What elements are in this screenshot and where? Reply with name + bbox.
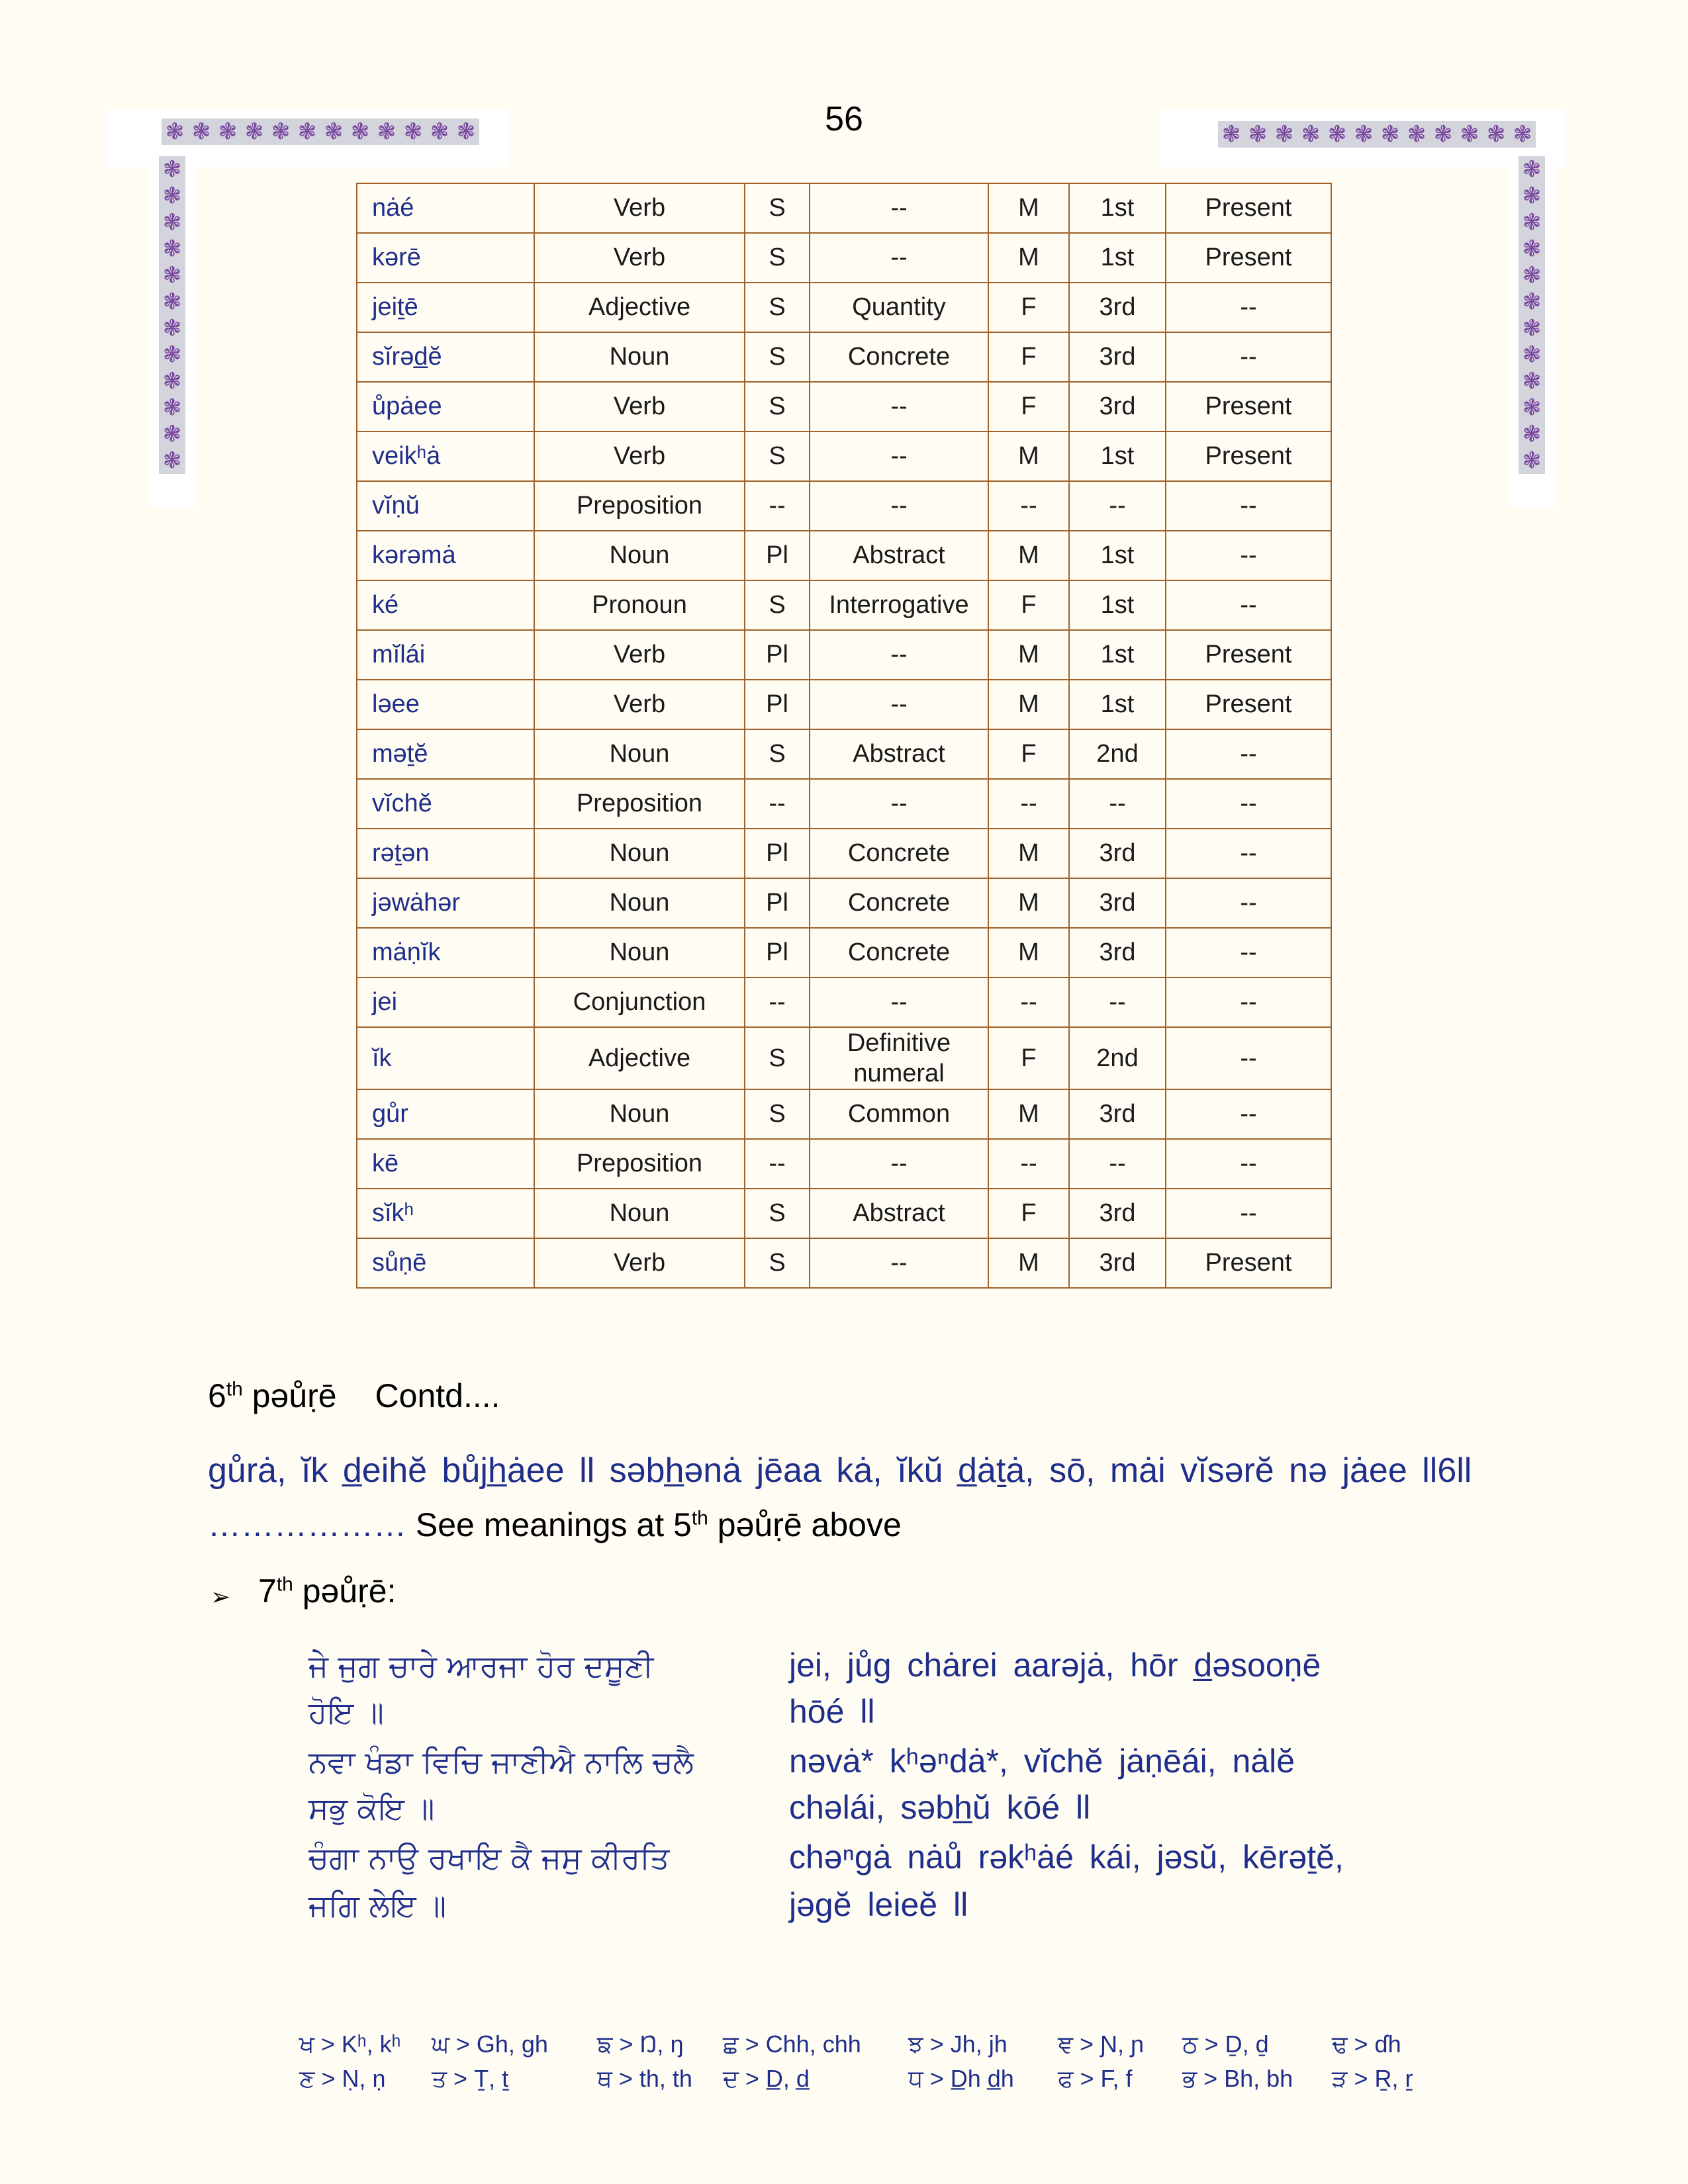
gurmukhi-line: ਚੰਗਾ ਨਾਉ ਰਖਾਇ ਕੈ ਜਸੁ ਕੀਰਤਿ: [308, 1840, 670, 1876]
cell-pos: Adjective: [534, 1027, 745, 1089]
flower-ornament-icon: ❃: [162, 448, 182, 473]
flower-ornament-strip-left: [159, 156, 185, 474]
cell-type: Abstract: [810, 1189, 988, 1238]
key-gurmukhi-letter: ੜ: [1332, 2066, 1348, 2093]
flower-ornament-icon: ❃: [1327, 122, 1347, 147]
flower-ornament-icon: ❃: [1513, 122, 1532, 147]
cell-person: 1st: [1069, 531, 1166, 580]
cell-gender: F: [988, 729, 1069, 779]
cell-word: ůpȧee: [357, 382, 534, 432]
flower-ornament-icon: ❃: [1522, 422, 1542, 447]
cell-word: jəwȧhər: [357, 878, 534, 928]
cell-word: mĭlái: [357, 630, 534, 680]
key-gurmukhi-letter: ਣ: [299, 2066, 315, 2093]
gurmukhi-line: ਜਗਿ ਲੇਇ ॥: [308, 1888, 447, 1923]
arrow-bullet-icon: ➢: [211, 1583, 231, 1610]
cell-pos: Verb: [534, 680, 745, 729]
flower-ornament-icon: ❃: [271, 119, 291, 144]
flower-ornament-icon: ❃: [165, 119, 185, 144]
cell-pos: Noun: [534, 332, 745, 382]
key-gurmukhi-letter: ਖ: [299, 2031, 314, 2058]
table-row: [357, 829, 1331, 878]
gurmukhi-line: ਨਵਾ ਖੰਡਾ ਵਿਚਿ ਜਾਣੀਐ ਨਾਲਿ ਚਲੈ: [308, 1744, 694, 1780]
table-row: [357, 580, 1331, 630]
cell-word: kərē: [357, 233, 534, 283]
grammar-table: [356, 183, 1332, 1289]
cell-word: sĭkʰ: [357, 1189, 534, 1238]
cell-tense: --: [1166, 978, 1331, 1027]
cell-type: Definitive numeral: [810, 1027, 988, 1089]
cell-word: jei: [357, 978, 534, 1027]
table-row: [357, 432, 1331, 481]
key-entry: [1182, 2030, 1269, 2059]
cell-gender: M: [988, 829, 1069, 878]
flower-ornament-icon: ❃: [162, 157, 182, 182]
cell-type: Abstract: [810, 729, 988, 779]
cell-tense: Present: [1166, 630, 1331, 680]
key-roman-value: > Ṯ, ṯ: [447, 2065, 509, 2092]
flower-ornament-icon: ❃: [350, 119, 370, 144]
key-roman-value: > Kʰ, kʰ: [314, 2030, 401, 2058]
cell-pos: Verb: [534, 1238, 745, 1288]
cell-gender: F: [988, 332, 1069, 382]
key-entry: [1058, 2030, 1144, 2059]
cell-gender: F: [988, 283, 1069, 332]
table-row: [357, 1189, 1331, 1238]
key-roman-value: > Gh, gh: [449, 2030, 548, 2058]
cell-pos: Adjective: [534, 283, 745, 332]
cell-person: 3rd: [1069, 878, 1166, 928]
cell-num: Pl: [745, 878, 810, 928]
table-row: [357, 1139, 1331, 1189]
cell-tense: --: [1166, 729, 1331, 779]
cell-pos: Verb: [534, 432, 745, 481]
table-row: [357, 1238, 1331, 1288]
key-entry: [1332, 2030, 1401, 2059]
flower-ornament-icon: ❃: [1522, 210, 1542, 235]
cell-tense: Present: [1166, 680, 1331, 729]
cell-type: Quantity: [810, 283, 988, 332]
cell-pos: Noun: [534, 1089, 745, 1139]
flower-ornament-icon: ❃: [297, 119, 317, 144]
cell-word: nȧé: [357, 183, 534, 233]
table-row: [357, 531, 1331, 580]
cell-word: jeiṯē: [357, 283, 534, 332]
section-6-verse: gůrȧ, ĭk d̲eihĕ bůjh̲ȧee ll səbh̲ənȧ jēaa kȧ, ĭkŭ d̲ȧṯȧ, sō, mȧi vĭsərĕ nə jȧee ll6ll: [208, 1451, 1472, 1490]
cell-person: 3rd: [1069, 283, 1166, 332]
key-roman-value: > Bh, bh: [1197, 2065, 1293, 2092]
cell-gender: M: [988, 233, 1069, 283]
table-row: [357, 680, 1331, 729]
key-roman-value: > Chh, chh: [738, 2030, 861, 2058]
key-gurmukhi-letter: ਭ: [1182, 2066, 1197, 2093]
table-row: [357, 382, 1331, 432]
flower-ornament-icon: ❃: [324, 119, 344, 144]
flower-ornament-strip-top-right: [1218, 121, 1536, 148]
cell-gender: M: [988, 183, 1069, 233]
cell-person: 2nd: [1069, 729, 1166, 779]
cell-pos: Noun: [534, 1189, 745, 1238]
key-roman-value: > F, f: [1073, 2065, 1133, 2092]
cell-person: --: [1069, 978, 1166, 1027]
key-roman-value: > Ḏ, ḏ: [1197, 2030, 1269, 2058]
cell-gender: M: [988, 630, 1069, 680]
flower-ornament-icon: ❃: [456, 119, 476, 144]
table-row: [357, 1027, 1331, 1089]
cell-tense: --: [1166, 1027, 1331, 1089]
cell-type: --: [810, 1139, 988, 1189]
cell-gender: M: [988, 878, 1069, 928]
cell-num: Pl: [745, 680, 810, 729]
flower-ornament-icon: ❃: [1407, 122, 1427, 147]
cell-type: --: [810, 978, 988, 1027]
flower-ornament-strip-right: [1519, 156, 1545, 474]
cell-gender: M: [988, 1238, 1069, 1288]
cell-num: --: [745, 1139, 810, 1189]
flower-ornament-icon: ❃: [162, 236, 182, 261]
cell-num: S: [745, 1027, 810, 1089]
flower-ornament-icon: ❃: [162, 342, 182, 367]
flower-ornament-icon: ❃: [162, 210, 182, 235]
cell-num: Pl: [745, 829, 810, 878]
cell-person: 3rd: [1069, 332, 1166, 382]
transliteration-line: jei, jůg chȧrei aarəjȧ, hōr d̲əsooṇē: [789, 1647, 1321, 1684]
cell-word: məṯĕ: [357, 729, 534, 779]
cell-tense: --: [1166, 829, 1331, 878]
key-roman-value: > Ɲ, ɲ: [1073, 2030, 1145, 2058]
key-gurmukhi-letter: ਠ: [1182, 2031, 1198, 2058]
cell-person: 1st: [1069, 630, 1166, 680]
cell-word: mȧṇĭk: [357, 928, 534, 978]
cell-gender: F: [988, 1189, 1069, 1238]
flower-ornament-icon: ❃: [162, 369, 182, 394]
cell-num: S: [745, 382, 810, 432]
cell-tense: --: [1166, 1189, 1331, 1238]
cell-person: 3rd: [1069, 928, 1166, 978]
cell-tense: Present: [1166, 432, 1331, 481]
cell-pos: Verb: [534, 630, 745, 680]
cell-num: S: [745, 1089, 810, 1139]
cell-type: Concrete: [810, 332, 988, 382]
flower-ornament-strip-top-left: [162, 118, 479, 145]
key-entry: [723, 2065, 810, 2093]
table-row: [357, 630, 1331, 680]
cell-tense: --: [1166, 779, 1331, 829]
key-roman-value: > Ṟ, ṟ: [1347, 2065, 1413, 2092]
gurmukhi-line: ਸਭੁ ਕੋਇ ॥: [308, 1790, 435, 1826]
cell-type: --: [810, 233, 988, 283]
key-gurmukhi-letter: ਥ: [597, 2066, 612, 2093]
cell-pos: Verb: [534, 183, 745, 233]
flower-ornament-icon: ❃: [162, 263, 182, 288]
cell-num: Pl: [745, 630, 810, 680]
flower-ornament-icon: ❃: [162, 395, 182, 420]
cell-num: S: [745, 283, 810, 332]
flower-ornament-icon: ❃: [1522, 369, 1542, 394]
cell-pos: Conjunction: [534, 978, 745, 1027]
key-entry: [299, 2030, 400, 2059]
gurmukhi-line: ਹੋਇ ॥: [308, 1694, 384, 1730]
cell-person: 1st: [1069, 233, 1166, 283]
key-gurmukhi-letter: ਘ: [432, 2031, 449, 2058]
cell-person: --: [1069, 481, 1166, 531]
flower-ornament-icon: ❃: [1301, 122, 1321, 147]
cell-num: S: [745, 729, 810, 779]
cell-type: --: [810, 481, 988, 531]
cell-pos: Noun: [534, 928, 745, 978]
key-roman-value: > Ṇ, ṇ: [314, 2065, 386, 2092]
cell-pos: Noun: [534, 829, 745, 878]
key-gurmukhi-letter: ਝ: [908, 2031, 923, 2058]
cell-tense: Present: [1166, 233, 1331, 283]
cell-word: ké: [357, 580, 534, 630]
key-gurmukhi-letter: ਫ: [1058, 2066, 1074, 2093]
cell-num: Pl: [745, 531, 810, 580]
table-row: [357, 233, 1331, 283]
flower-ornament-icon: ❃: [1248, 122, 1268, 147]
cell-person: 1st: [1069, 432, 1166, 481]
cell-word: sůṇē: [357, 1238, 534, 1288]
cell-type: Interrogative: [810, 580, 988, 630]
cell-num: S: [745, 233, 810, 283]
cell-word: gůr: [357, 1089, 534, 1139]
cell-tense: --: [1166, 580, 1331, 630]
cell-num: S: [745, 1189, 810, 1238]
cell-type: --: [810, 630, 988, 680]
flower-ornament-icon: ❃: [1522, 236, 1542, 261]
flower-ornament-icon: ❃: [162, 422, 182, 447]
cell-person: 2nd: [1069, 1027, 1166, 1089]
cell-type: Concrete: [810, 878, 988, 928]
cell-tense: --: [1166, 481, 1331, 531]
flower-ornament-icon: ❃: [1522, 448, 1542, 473]
key-entry: [299, 2065, 386, 2093]
cell-pos: Pronoun: [534, 580, 745, 630]
transliteration-line: jəgĕ leieĕ ll: [789, 1886, 968, 1923]
cell-person: --: [1069, 779, 1166, 829]
cell-gender: F: [988, 580, 1069, 630]
cell-word: ĭk: [357, 1027, 534, 1089]
cell-word: sĭrəd̲ĕ: [357, 332, 534, 382]
cell-type: Common: [810, 1089, 988, 1139]
flower-ornament-icon: ❃: [162, 183, 182, 208]
cell-type: --: [810, 183, 988, 233]
cell-tense: Present: [1166, 183, 1331, 233]
flower-ornament-icon: ❃: [1522, 263, 1542, 288]
cell-word: veikʰȧ: [357, 432, 534, 481]
key-entry: [1182, 2065, 1293, 2093]
flower-ornament-icon: ❃: [218, 119, 238, 144]
flower-ornament-icon: ❃: [377, 119, 397, 144]
cell-tense: Present: [1166, 382, 1331, 432]
cell-num: S: [745, 1238, 810, 1288]
flower-ornament-icon: ❃: [1522, 342, 1542, 367]
flower-ornament-icon: ❃: [1221, 122, 1241, 147]
flower-ornament-icon: ❃: [430, 119, 449, 144]
key-roman-value: > Jh, jh: [923, 2030, 1008, 2058]
key-roman-value: > th, th: [612, 2065, 692, 2092]
key-gurmukhi-letter: ਧ: [908, 2066, 923, 2093]
key-gurmukhi-letter: ਦ: [723, 2066, 739, 2093]
cell-num: Pl: [745, 928, 810, 978]
cell-gender: F: [988, 1027, 1069, 1089]
cell-gender: --: [988, 1139, 1069, 1189]
key-roman-value: > ɗh: [1347, 2030, 1401, 2058]
cell-pos: Noun: [534, 531, 745, 580]
cell-word: vĭṇŭ: [357, 481, 534, 531]
cell-type: Abstract: [810, 531, 988, 580]
cell-person: 3rd: [1069, 1238, 1166, 1288]
cell-tense: --: [1166, 1089, 1331, 1139]
cell-person: --: [1069, 1139, 1166, 1189]
cell-tense: --: [1166, 1139, 1331, 1189]
table-row: [357, 779, 1331, 829]
flower-ornament-icon: ❃: [1522, 395, 1542, 420]
cell-pos: Noun: [534, 878, 745, 928]
cell-tense: --: [1166, 531, 1331, 580]
cell-pos: Verb: [534, 382, 745, 432]
cell-pos: Preposition: [534, 481, 745, 531]
flower-ornament-icon: ❃: [1522, 157, 1542, 182]
cell-num: --: [745, 779, 810, 829]
cell-person: 1st: [1069, 183, 1166, 233]
cell-gender: M: [988, 1089, 1069, 1139]
key-entry: [908, 2065, 1014, 2093]
cell-type: Concrete: [810, 829, 988, 878]
table-row: [357, 332, 1331, 382]
table-row: [357, 978, 1331, 1027]
table-row: [357, 878, 1331, 928]
cell-pos: Preposition: [534, 779, 745, 829]
transliteration-line: hōé ll: [789, 1693, 875, 1730]
gurmukhi-line: ਜੇ ਜੁਗ ਚਾਰੇ ਆਰਜਾ ਹੋਰ ਦਸੂਣੀ: [308, 1648, 654, 1684]
cell-person: 1st: [1069, 580, 1166, 630]
table-row: [357, 1089, 1331, 1139]
flower-ornament-icon: ❃: [403, 119, 423, 144]
cell-gender: M: [988, 531, 1069, 580]
cell-gender: --: [988, 978, 1069, 1027]
cell-num: S: [745, 580, 810, 630]
cell-person: 1st: [1069, 680, 1166, 729]
key-gurmukhi-letter: ਞ: [1058, 2031, 1074, 2058]
cell-type: --: [810, 432, 988, 481]
flower-ornament-icon: ❃: [1274, 122, 1294, 147]
cell-tense: --: [1166, 332, 1331, 382]
section-7-heading: 7th pəůṛē:: [258, 1572, 397, 1610]
table-row: [357, 481, 1331, 531]
cell-type: --: [810, 1238, 988, 1288]
cell-gender: F: [988, 382, 1069, 432]
key-gurmukhi-letter: ਤ: [432, 2066, 447, 2093]
key-roman-value: > D̲h d̲h: [923, 2065, 1014, 2092]
key-roman-value: > Ŋ, ŋ: [612, 2030, 684, 2058]
flower-ornament-icon: ❃: [1380, 122, 1400, 147]
table-row: [357, 283, 1331, 332]
cell-pos: Verb: [534, 233, 745, 283]
cell-word: ləee: [357, 680, 534, 729]
cell-type: --: [810, 680, 988, 729]
flower-ornament-icon: ❃: [1354, 122, 1374, 147]
cell-pos: Preposition: [534, 1139, 745, 1189]
section-6-heading: 6th pəůṛē Contd....: [208, 1377, 500, 1414]
flower-ornament-icon: ❃: [1486, 122, 1506, 147]
cell-num: --: [745, 978, 810, 1027]
transliteration-line: nəvȧ* kʰəⁿdȧ*, vĭchĕ jȧṇēái, nȧlĕ: [789, 1743, 1295, 1780]
key-roman-value: > D̲, d̲: [738, 2065, 810, 2092]
cell-word: kərəmȧ: [357, 531, 534, 580]
key-entry: [908, 2030, 1008, 2059]
cell-type: --: [810, 382, 988, 432]
page-number: 56: [825, 100, 863, 138]
table-row: [357, 183, 1331, 233]
cell-gender: M: [988, 680, 1069, 729]
cell-word: kē: [357, 1139, 534, 1189]
key-entry: [1332, 2065, 1413, 2093]
key-entry: [723, 2030, 861, 2059]
see-meanings-note: ……………… See meanings at 5th pəůṛē above: [208, 1506, 902, 1543]
cell-gender: --: [988, 779, 1069, 829]
cell-gender: --: [988, 481, 1069, 531]
flower-ornament-icon: ❃: [1522, 183, 1542, 208]
cell-num: --: [745, 481, 810, 531]
cell-person: 3rd: [1069, 829, 1166, 878]
key-entry: [597, 2030, 683, 2059]
key-entry: [432, 2065, 508, 2093]
cell-tense: --: [1166, 878, 1331, 928]
flower-ornament-icon: ❃: [1433, 122, 1453, 147]
flower-ornament-icon: ❃: [1460, 122, 1479, 147]
cell-word: vĭchĕ: [357, 779, 534, 829]
flower-ornament-icon: ❃: [162, 289, 182, 314]
cell-num: S: [745, 183, 810, 233]
cell-tense: --: [1166, 283, 1331, 332]
cell-tense: --: [1166, 928, 1331, 978]
key-gurmukhi-letter: ਙ: [597, 2031, 613, 2058]
cell-num: S: [745, 432, 810, 481]
flower-ornament-icon: ❃: [1522, 289, 1542, 314]
cell-gender: M: [988, 928, 1069, 978]
key-gurmukhi-letter: ਢ: [1332, 2031, 1348, 2058]
cell-tense: Present: [1166, 1238, 1331, 1288]
key-entry: [597, 2065, 692, 2093]
cell-person: 3rd: [1069, 382, 1166, 432]
cell-num: S: [745, 332, 810, 382]
cell-person: 3rd: [1069, 1089, 1166, 1139]
cell-pos: Noun: [534, 729, 745, 779]
flower-ornament-icon: ❃: [244, 119, 264, 144]
flower-ornament-icon: ❃: [162, 316, 182, 341]
cell-type: Concrete: [810, 928, 988, 978]
key-entry: [432, 2030, 548, 2059]
table-row: [357, 729, 1331, 779]
cell-word: rəṯən: [357, 829, 534, 878]
cell-gender: M: [988, 432, 1069, 481]
transliteration-line: chəⁿgȧ nȧů rəkʰȧé kái, jəsŭ, kērəṯĕ,: [789, 1839, 1344, 1876]
flower-ornament-icon: ❃: [1522, 316, 1542, 341]
cell-type: --: [810, 779, 988, 829]
transliteration-line: chəlái, səbh̲ŭ kōé ll: [789, 1789, 1091, 1826]
key-entry: [1058, 2065, 1133, 2093]
flower-ornament-icon: ❃: [191, 119, 211, 144]
cell-person: 3rd: [1069, 1189, 1166, 1238]
key-gurmukhi-letter: ਛ: [723, 2031, 739, 2058]
table-row: [357, 928, 1331, 978]
